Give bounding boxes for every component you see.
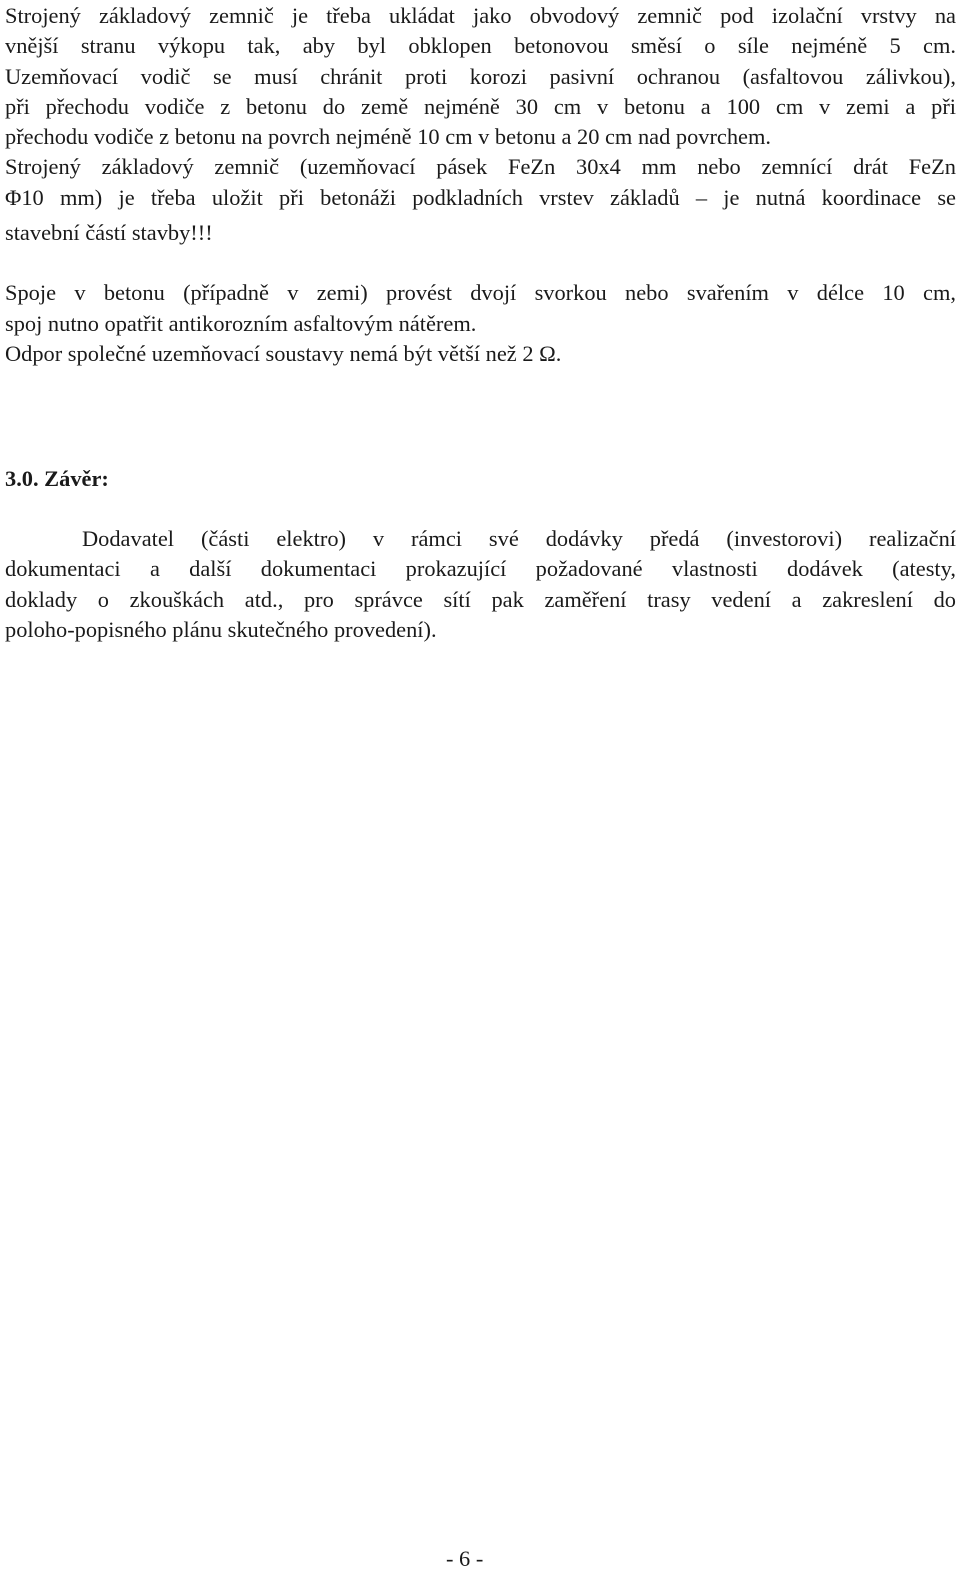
text-line: Dodavatel (části elektro) v rámci své dodávky předá (investorovi) realizační xyxy=(82,526,956,551)
text-line: poloho-popisného plánu skutečného provedení). xyxy=(5,617,437,642)
text-line: vnější stranu výkopu tak, aby byl obklopen betonovou směsí o síle nejméně 5 cm. xyxy=(5,33,956,58)
text-line: spoj nutno opatřit antikorozním asfaltovým nátěrem. xyxy=(5,311,477,336)
section-heading: 3.0. Závěr: xyxy=(5,466,109,491)
text-line: Strojený základový zemnič je třeba ukládat jako obvodový zemnič pod izolační vrstvy na xyxy=(5,3,956,28)
text-line: doklady o zkouškách atd., pro správce sítí pak zaměření trasy vedení a zakreslení do xyxy=(5,587,956,612)
text-line: Uzemňovací vodič se musí chránit proti korozi pasivní ochranou (asfaltovou zálivkou), xyxy=(5,64,956,89)
text-line: Strojený základový zemnič (uzemňovací pásek FeZn 30x4 mm nebo zemnící drát FeZn xyxy=(5,154,956,179)
text-line: Odpor společné uzemňovací soustavy nemá být větší než 2 Ω. xyxy=(5,341,562,366)
text-line: dokumentaci a další dokumentaci prokazující požadované vlastnosti dodávek (atesty, xyxy=(5,556,956,581)
text-line: stavební částí stavby!!! xyxy=(5,220,213,245)
text-line: Spoje v betonu (případně v zemi) provést dvojí svorkou nebo svařením v délce 10 cm, xyxy=(5,280,956,305)
text-line: při přechodu vodiče z betonu do země nejméně 30 cm v betonu a 100 cm v zemi a při xyxy=(5,94,956,119)
text-line: přechodu vodiče z betonu na povrch nejméně 10 cm v betonu a 20 cm nad povrchem. xyxy=(5,124,772,149)
page-number: - 6 - xyxy=(446,1546,484,1571)
text-line: Φ10 mm) je třeba uložit při betonáži podkladních vrstev základů – je nutná koordinace se xyxy=(5,185,956,210)
